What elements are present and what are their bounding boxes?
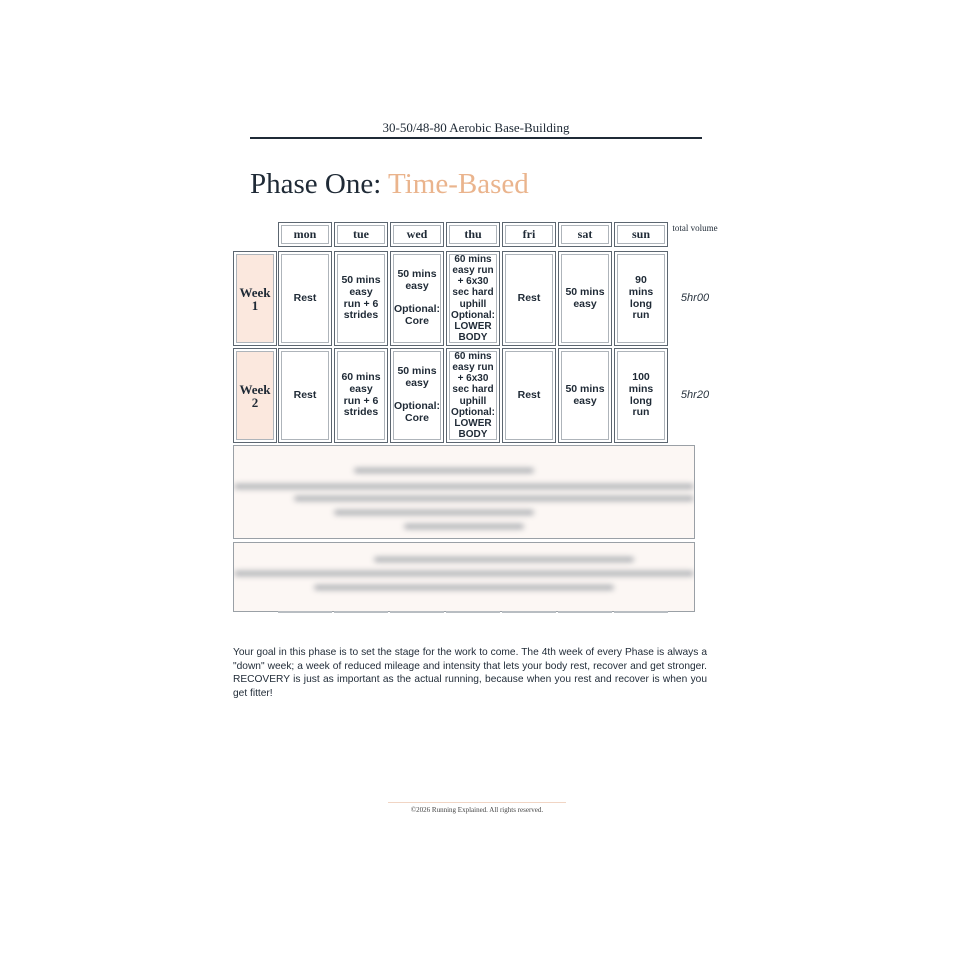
phase-description: Your goal in this phase is to set the stage for the work to come. The 4th week of every Phase is always a "down" week; a week of reduced mileage and intensity that lets your body rest, recover and get stronger. RECOVERY is just as important as the actual running, because when you rest and recover is when you get fitter! xyxy=(233,647,707,699)
total-volume-header: total volume xyxy=(672,223,718,233)
week-1-sat: 50 mins easy xyxy=(558,251,612,346)
week-1-fri: Rest xyxy=(502,251,556,346)
week-2-mon: Rest xyxy=(278,348,332,443)
title-accent: Time-Based xyxy=(388,168,529,200)
day-header-wed: wed xyxy=(390,222,444,247)
week-2-sun: 100 mins long run xyxy=(614,348,668,443)
header-rule xyxy=(250,137,702,139)
column-tick xyxy=(278,611,332,613)
column-tick xyxy=(614,611,668,613)
column-tick xyxy=(334,611,388,613)
week-2-tue: 60 mins easy run + 6 strides xyxy=(334,348,388,443)
footer-rule xyxy=(388,802,566,803)
week-2-wed: 50 mins easy Optional: Core xyxy=(390,348,444,443)
blur-smear xyxy=(404,524,524,529)
week-2-sat: 50 mins easy xyxy=(558,348,612,443)
week-1-thu: 60 mins easy run + 6x30 sec hard uphill Optional: LOWER BODY xyxy=(446,251,500,346)
week-1-label: Week 1 xyxy=(233,251,277,346)
week-1-wed: 50 mins easy Optional: Core xyxy=(390,251,444,346)
week-1-sun: 90 mins long run xyxy=(614,251,668,346)
blur-smear xyxy=(374,557,634,562)
day-header-thu: thu xyxy=(446,222,500,247)
blurred-week-4 xyxy=(233,542,695,612)
column-tick xyxy=(390,611,444,613)
running-head: 30-50/48-80 Aerobic Base-Building xyxy=(382,120,570,135)
copyright-footer: ©2026 Running Explained. All rights reserved. xyxy=(410,806,544,814)
title-main: Phase One: xyxy=(250,168,389,200)
week-1-mon: Rest xyxy=(278,251,332,346)
blur-smear xyxy=(314,585,614,590)
week-2-total: 5hr20 xyxy=(680,389,710,401)
blur-smear xyxy=(294,496,694,501)
blur-smear xyxy=(354,468,534,473)
column-tick xyxy=(446,611,500,613)
day-header-sat: sat xyxy=(558,222,612,247)
week-2-fri: Rest xyxy=(502,348,556,443)
blur-smear xyxy=(334,510,534,515)
blurred-week-3 xyxy=(233,445,695,539)
week-2-label: Week 2 xyxy=(233,348,277,443)
day-header-mon: mon xyxy=(278,222,332,247)
page-title xyxy=(250,168,529,201)
week-1-total: 5hr00 xyxy=(680,292,710,304)
day-header-tue: tue xyxy=(334,222,388,247)
week-1-tue: 50 mins easy run + 6 strides xyxy=(334,251,388,346)
blur-smear xyxy=(234,484,694,489)
day-header-sun: sun xyxy=(614,222,668,247)
week-2-thu: 60 mins easy run + 6x30 sec hard uphill Optional: LOWER BODY xyxy=(446,348,500,443)
blur-smear xyxy=(234,571,694,576)
day-header-fri: fri xyxy=(502,222,556,247)
column-tick xyxy=(558,611,612,613)
column-tick xyxy=(502,611,556,613)
